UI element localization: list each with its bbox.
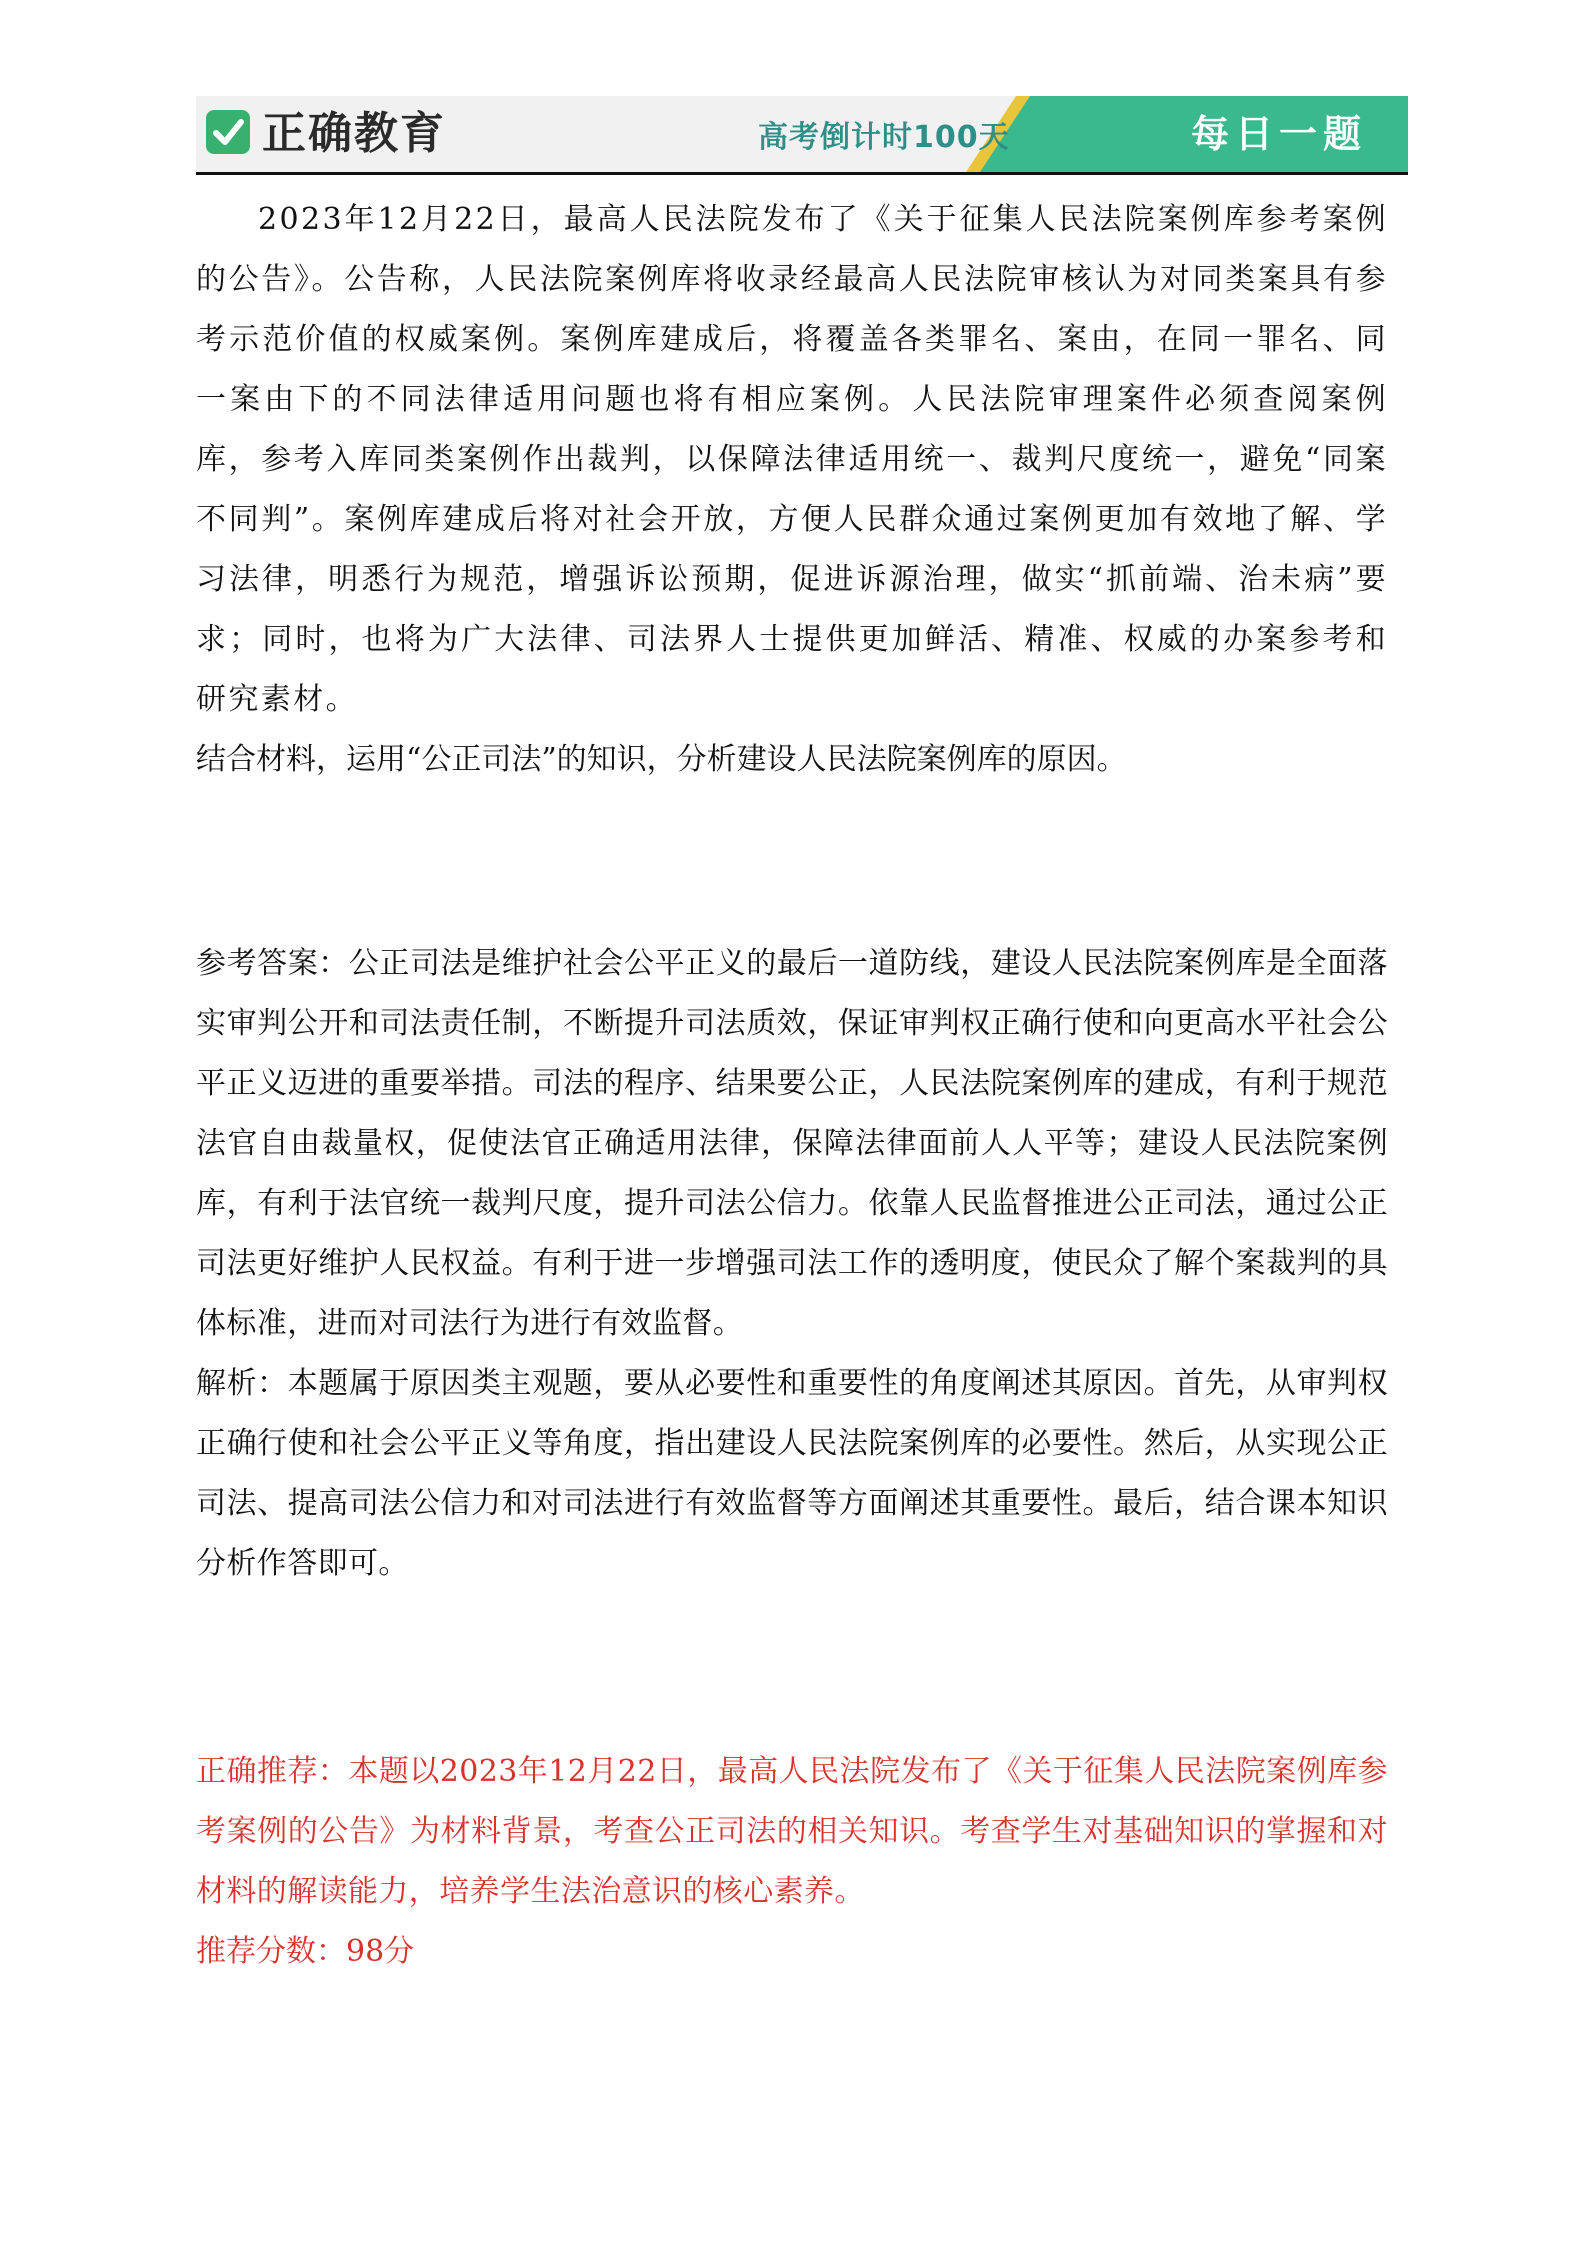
score-line: 推荐分数：98分 [196,1934,415,1969]
question-paragraph: 结合材料，运用“公正司法”的知识，分析建设人民法院案例库的原因。 [196,742,1127,777]
answer-paragraph: 参考答案：公正司法是维护社会公平正义的最后一道防线，建设人民法院案例库是全面落实审判公开和司法责任制，不断提升司法质效，保证审判权正确行使和向更高水平社会公平正义迈进的重要举措。司法的程序、结果要公正，人民法院案例库的建成，有利于规范法官自由裁量权，促使法官正确适用法律，保障法律面前人人平等；建设人民法院案例库，有利于法官统一裁判尺度，提升司法公信力。依靠人民监督推进公正司法，通过公正司法更好维护人民权益。有利于进一步增强司法工作的透明度，使民众了解个案裁判的具体标准，进而对司法行为进行有效监督。 [196,946,1388,1341]
logo-text: 正确教育 [262,108,446,159]
countdown-label: 高考倒计时100天 [758,120,1010,155]
material-paragraph: 2023年12月22日，最高人民法院发布了《关于征集人民法院案例库参考案例的公告》。公告称，人民法院案例库将收录经最高人民法院审核认为对同类案具有参考示范价值的权威案例。案例库建成后，将覆盖各类罪名、案由，在同一罪名、同一案由下的不同法律适用问题也将有相应案例。人民法院审理案件必须查阅案例库，参考入库同类案例作出裁判，以保障法律适用统一、裁判尺度统一，避免“同案不同判”。案例库建成后将对社会开放，方便人民群众通过案例更加有效地了解、学习法律，明悉行为规范，增强诉讼预期，促进诉源治理，做实“抓前端、治未病”要求；同时，也将为广大法律、司法界人士提供更加鲜活、精准、权威的办案参考和研究素材。 [196,202,1388,717]
document-body [196,190,1388,1982]
page-header [196,96,1408,172]
analysis-paragraph: 解析：本题属于原因类主观题，要从必要性和重要性的角度阐述其原因。首先，从审判权正确行使和社会公平正义等角度，指出建设人民法院案例库的必要性。然后，从实现公正司法、提高司法公信力和对司法进行有效监督等方面阐述其重要性。最后，结合课本知识分析作答即可。 [196,1366,1388,1581]
daily-question-label: 每日一题 [1190,112,1367,156]
recommendation-paragraph: 正确推荐：本题以2023年12月22日，最高人民法院发布了《关于征集人民法院案例库参考案例的公告》为材料背景，考查公正司法的相关知识。考查学生对基础知识的掌握和对材料的解读能力，培养学生法治意识的核心素养。 [196,1754,1388,1909]
header-divider [196,172,1408,175]
checkmark-icon [206,110,250,154]
